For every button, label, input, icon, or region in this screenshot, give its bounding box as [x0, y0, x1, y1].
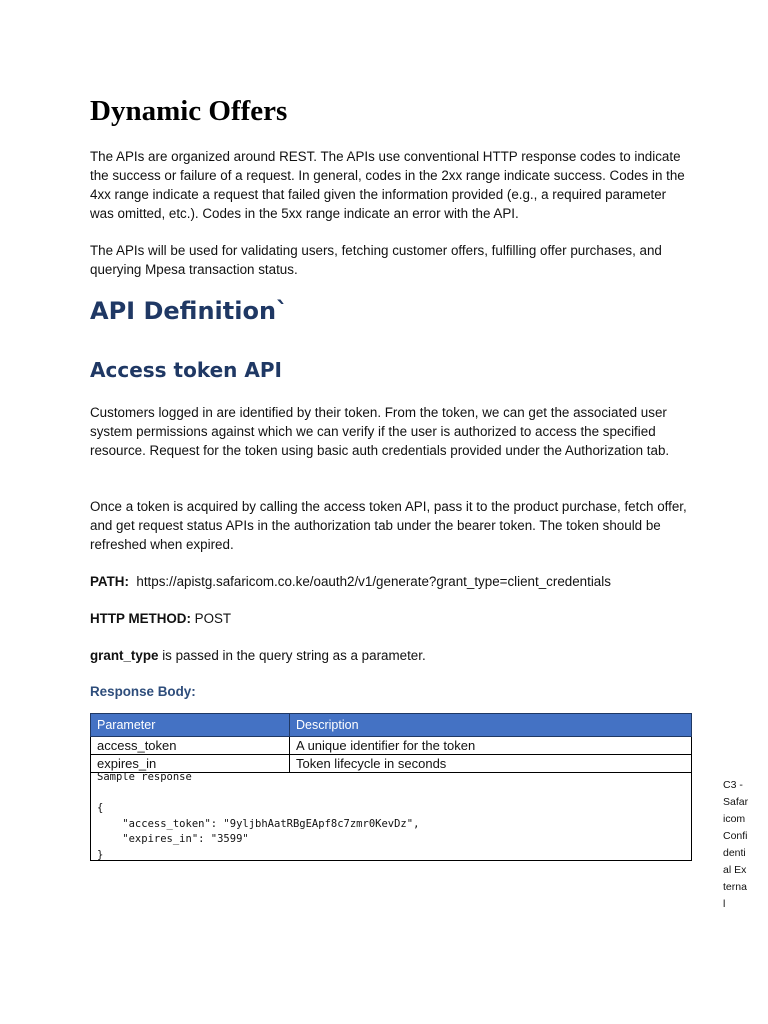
table-cell-description: A unique identifier for the token — [290, 737, 692, 755]
path-url: https://apistg.safaricom.co.ke/oauth2/v1/generate?grant_type=client_credentials — [136, 574, 611, 589]
grant-type-text: is passed in the query string as a parameter. — [162, 648, 426, 663]
table-header-row — [91, 714, 692, 737]
table-cell-parameter: expires_in — [91, 755, 290, 773]
http-method-value: POST — [194, 611, 232, 626]
table-cell-parameter: access_token — [91, 737, 290, 755]
table-cell-description: Token lifecycle in seconds — [290, 755, 692, 773]
access-paragraph-1: Customers logged in are identified by their token. From the token, we can get the associated user system permissions against which we can verify if the user is authorized to access the specified resource. Request for the token using basic auth credentials provided under the Authorization tab. — [90, 405, 670, 458]
response-parameters-table — [90, 713, 692, 773]
classification-label: C3 - Safaricom Confidential External — [723, 779, 749, 910]
http-method-line — [90, 609, 231, 628]
intro-paragraph-2: The APIs will be used for validating users, fetching customer offers, fulfilling offer purchases, and querying Mpesa transaction status. — [90, 243, 662, 277]
table-header-description: Description — [290, 714, 692, 737]
grant-type-term: grant_type — [90, 648, 159, 663]
sample-response-code: Sample response { "access_token": "9yljbhAatRBgEApf8c7zmr0KevDz", "expires_in": "3599" } — [97, 771, 420, 861]
access-paragraph-2: Once a token is acquired by calling the access token API, pass it to the product purchase, fetch offer, and get request status APIs in the authorization tab under the bearer token. The token should be refreshed when expired. — [90, 499, 687, 552]
path-label: PATH: — [90, 574, 129, 589]
page-title: Dynamic Offers — [90, 95, 288, 127]
grant-type-line — [90, 646, 426, 665]
path-line — [90, 572, 611, 591]
intro-paragraph-1: The APIs are organized around REST. The APIs use conventional HTTP response codes to indicate the success or failure of a request. In general, codes in the 2xx range indicate success. Codes in the 4xx range indicate a request that failed given the information provided (e.g., a required parameter was omitted, etc.). Codes in the 5xx range indicate an error with the API. — [90, 149, 685, 221]
table-header-parameter: Parameter — [91, 714, 290, 737]
response-body-label: Response Body: — [90, 684, 196, 699]
subsection-heading: Access token API — [90, 358, 282, 382]
http-method-label: HTTP METHOD: — [90, 611, 191, 626]
sample-response-box — [90, 770, 692, 861]
section-heading: API Definition` — [90, 297, 289, 325]
table-row — [91, 737, 692, 755]
